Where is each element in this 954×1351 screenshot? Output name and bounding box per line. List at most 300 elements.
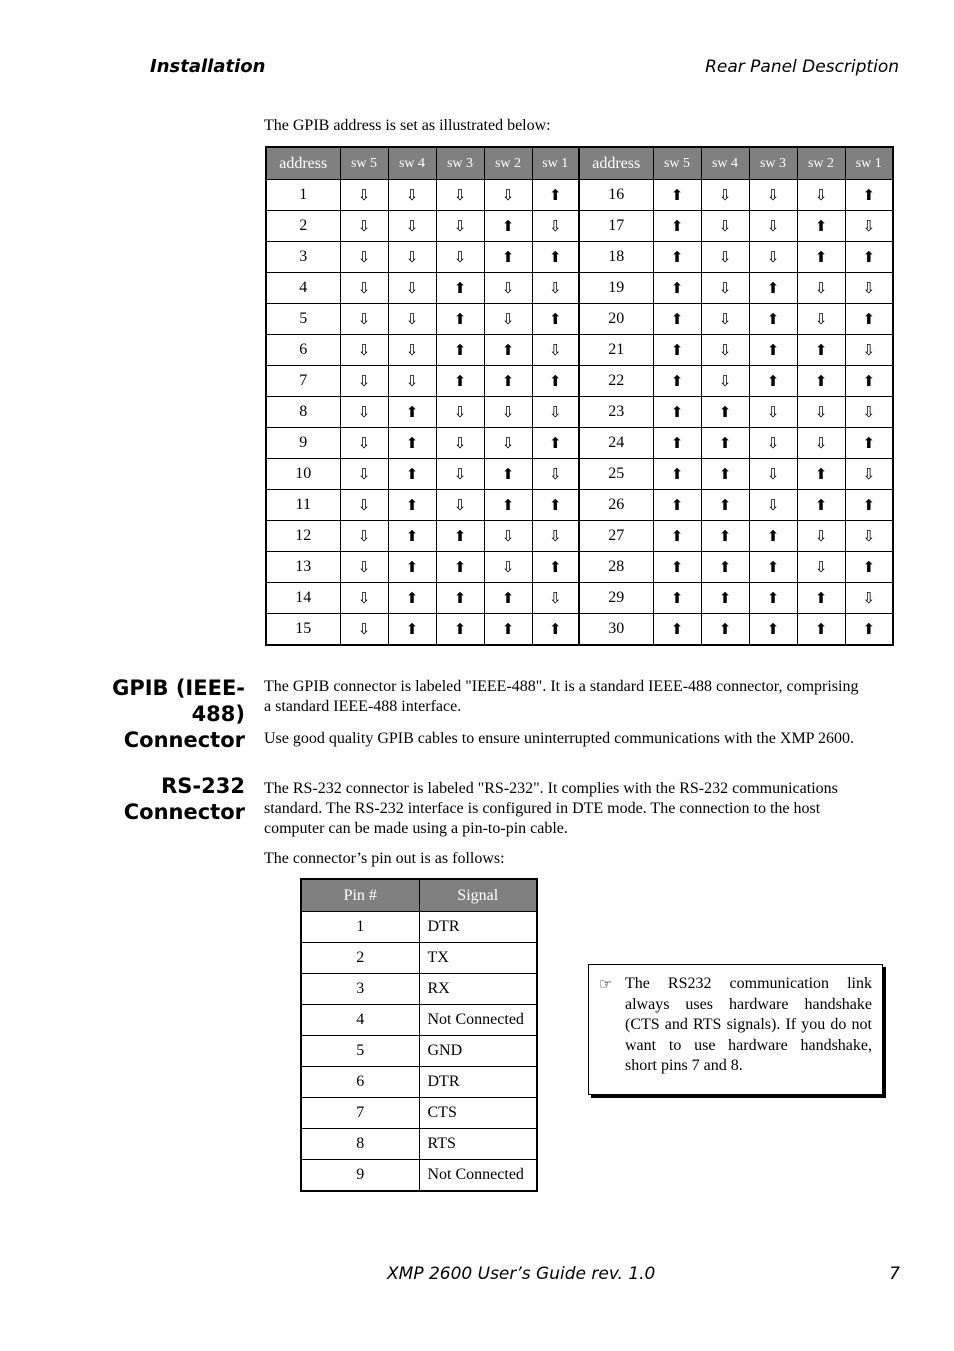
switch-up-arrow-icon <box>406 405 419 421</box>
switch-cell <box>653 552 701 583</box>
address-cell: 21 <box>579 335 653 366</box>
table-row <box>301 1160 537 1192</box>
switch-cell <box>653 490 701 521</box>
address-cell: 8 <box>266 397 340 428</box>
switch-cell <box>532 521 579 552</box>
handshake-note <box>588 964 883 1095</box>
switch-cell <box>845 583 893 614</box>
switch-cell <box>845 180 893 211</box>
switch-cell <box>845 366 893 397</box>
switch-up-arrow-icon <box>862 374 875 390</box>
switch-cell <box>388 552 436 583</box>
switch-cell <box>532 459 579 490</box>
footer-title <box>387 1264 655 1284</box>
switch-cell <box>845 304 893 335</box>
note-text: The RS232 communication link always uses hardware handshake (CTS and RTS signals). If you do not want to use hardware handshake, short pins 7 and 8. <box>625 975 872 1074</box>
switch-cell <box>653 211 701 242</box>
switch-cell <box>749 242 797 273</box>
switch-cell <box>653 428 701 459</box>
table-row <box>301 1036 537 1067</box>
switch-down-arrow-icon <box>406 188 419 204</box>
switch-down-arrow-icon <box>815 312 828 328</box>
switch-cell <box>532 490 579 521</box>
address-header: address <box>266 147 340 180</box>
gpib-paragraph-2: Use good quality GPIB cables to ensure uninterrupted communications with the XMP 2600. <box>264 730 854 747</box>
pin-number: 4 <box>301 1005 419 1036</box>
table-row <box>301 1005 537 1036</box>
switch-down-arrow-icon <box>815 188 828 204</box>
switch-up-arrow-icon <box>671 622 684 638</box>
switch-cell <box>749 614 797 646</box>
switch-cell <box>845 428 893 459</box>
switch-up-arrow-icon <box>671 560 684 576</box>
switch-up-arrow-icon <box>815 374 828 390</box>
switch-cell <box>388 614 436 646</box>
switch-cell <box>340 304 388 335</box>
table-row <box>266 335 893 366</box>
switch-cell <box>340 211 388 242</box>
header-topic: Rear Panel Description <box>705 57 899 77</box>
signal-name: DTR <box>419 912 537 943</box>
switch-cell <box>388 180 436 211</box>
switch-down-arrow-icon <box>358 560 371 576</box>
switch-cell <box>797 273 845 304</box>
switch-up-arrow-icon <box>454 281 467 297</box>
switch-down-arrow-icon <box>767 250 780 266</box>
switch-down-arrow-icon <box>767 498 780 514</box>
switch-down-arrow-icon <box>502 560 515 576</box>
switch-cell <box>701 397 749 428</box>
switch-cell <box>749 459 797 490</box>
switch-down-arrow-icon <box>358 374 371 390</box>
switch-up-arrow-icon <box>502 591 515 607</box>
switch-up-arrow-icon <box>815 250 828 266</box>
switch-up-arrow-icon <box>406 467 419 483</box>
switch-up-arrow-icon <box>406 498 419 514</box>
switch-down-arrow-icon <box>454 436 467 452</box>
switch-down-arrow-icon <box>549 281 562 297</box>
address-cell: 16 <box>579 180 653 211</box>
switch-down-arrow-icon <box>358 498 371 514</box>
switch-cell <box>701 273 749 304</box>
switch-cell <box>653 397 701 428</box>
address-cell: 24 <box>579 428 653 459</box>
switch-up-arrow-icon <box>502 250 515 266</box>
switch-up-arrow-icon <box>671 312 684 328</box>
switch-up-arrow-icon <box>719 405 732 421</box>
switch-header: sw 5 <box>653 147 701 180</box>
switch-down-arrow-icon <box>767 467 780 483</box>
header-section: Installation <box>150 56 266 77</box>
switch-cell <box>532 304 579 335</box>
switch-cell <box>388 211 436 242</box>
switch-cell <box>701 521 749 552</box>
switch-cell <box>797 211 845 242</box>
switch-up-arrow-icon <box>671 529 684 545</box>
switch-cell <box>653 521 701 552</box>
switch-down-arrow-icon <box>815 529 828 545</box>
switch-header: sw 2 <box>484 147 532 180</box>
switch-up-arrow-icon <box>549 374 562 390</box>
switch-cell <box>845 521 893 552</box>
switch-cell <box>532 397 579 428</box>
switch-cell <box>388 521 436 552</box>
page-number: 7 <box>889 1264 900 1284</box>
table-row <box>266 552 893 583</box>
switch-up-arrow-icon <box>767 529 780 545</box>
switch-cell <box>436 273 484 304</box>
table-row <box>266 397 893 428</box>
switch-down-arrow-icon <box>549 467 562 483</box>
switch-up-arrow-icon <box>671 436 684 452</box>
switch-up-arrow-icon <box>671 250 684 266</box>
switch-cell <box>797 335 845 366</box>
table-row <box>266 366 893 397</box>
switch-cell <box>797 583 845 614</box>
switch-cell <box>340 242 388 273</box>
signal-name: CTS <box>419 1098 537 1129</box>
switch-down-arrow-icon <box>502 436 515 452</box>
switch-down-arrow-icon <box>358 529 371 545</box>
switch-cell <box>701 211 749 242</box>
switch-cell <box>388 335 436 366</box>
switch-cell <box>701 180 749 211</box>
switch-down-arrow-icon <box>454 467 467 483</box>
address-cell: 14 <box>266 583 340 614</box>
address-cell: 3 <box>266 242 340 273</box>
address-cell: 23 <box>579 397 653 428</box>
signal-name: RTS <box>419 1129 537 1160</box>
pointing-hand-icon: ☞ <box>599 975 613 993</box>
switch-down-arrow-icon <box>406 312 419 328</box>
switch-cell <box>749 521 797 552</box>
switch-down-arrow-icon <box>502 312 515 328</box>
pin-number: 9 <box>301 1160 419 1192</box>
switch-down-arrow-icon <box>358 250 371 266</box>
table-row <box>266 242 893 273</box>
switch-cell <box>340 273 388 304</box>
switch-cell <box>340 583 388 614</box>
pin-number: 1 <box>301 912 419 943</box>
switch-down-arrow-icon <box>454 498 467 514</box>
switch-down-arrow-icon <box>815 560 828 576</box>
switch-up-arrow-icon <box>862 312 875 328</box>
address-cell: 27 <box>579 521 653 552</box>
switch-down-arrow-icon <box>862 343 875 359</box>
switch-cell <box>340 614 388 646</box>
signal-name: DTR <box>419 1067 537 1098</box>
switch-cell <box>845 211 893 242</box>
switch-cell <box>749 397 797 428</box>
switch-up-arrow-icon <box>815 343 828 359</box>
switch-up-arrow-icon <box>502 343 515 359</box>
switch-cell <box>436 552 484 583</box>
address-cell: 18 <box>579 242 653 273</box>
switch-cell <box>484 459 532 490</box>
switch-cell <box>845 490 893 521</box>
switch-up-arrow-icon <box>454 374 467 390</box>
switch-cell <box>484 397 532 428</box>
address-cell: 30 <box>579 614 653 646</box>
switch-cell <box>845 614 893 646</box>
address-cell: 5 <box>266 304 340 335</box>
switch-cell <box>484 614 532 646</box>
switch-up-arrow-icon <box>549 312 562 328</box>
switch-cell <box>388 304 436 335</box>
switch-cell <box>340 490 388 521</box>
switch-cell <box>484 273 532 304</box>
switch-up-arrow-icon <box>406 529 419 545</box>
switch-up-arrow-icon <box>454 591 467 607</box>
switch-down-arrow-icon <box>719 188 732 204</box>
switch-cell <box>797 397 845 428</box>
switch-up-arrow-icon <box>862 622 875 638</box>
switch-cell <box>436 211 484 242</box>
switch-up-arrow-icon <box>454 560 467 576</box>
switch-up-arrow-icon <box>671 405 684 421</box>
switch-cell <box>797 614 845 646</box>
switch-cell <box>388 366 436 397</box>
switch-down-arrow-icon <box>862 219 875 235</box>
switch-cell <box>845 242 893 273</box>
switch-up-arrow-icon <box>406 622 419 638</box>
switch-up-arrow-icon <box>719 529 732 545</box>
rs232-paragraph-2: The connector’s pin out is as follows: <box>264 850 505 867</box>
address-cell: 25 <box>579 459 653 490</box>
switch-down-arrow-icon <box>815 281 828 297</box>
switch-down-arrow-icon <box>358 281 371 297</box>
switch-header: sw 4 <box>701 147 749 180</box>
switch-up-arrow-icon <box>454 529 467 545</box>
switch-down-arrow-icon <box>719 219 732 235</box>
switch-cell <box>797 552 845 583</box>
switch-down-arrow-icon <box>719 281 732 297</box>
signal-name: TX <box>419 943 537 974</box>
switch-cell <box>340 397 388 428</box>
address-cell: 20 <box>579 304 653 335</box>
gpib-paragraph-1: The GPIB connector is labeled "IEEE-488". It is a standard IEEE-488 connector, comprising a standard IEEE-488 interface. <box>264 678 859 715</box>
switch-cell <box>436 366 484 397</box>
switch-cell <box>340 335 388 366</box>
gpib-intro: The GPIB address is set as illustrated below: <box>264 117 551 134</box>
switch-up-arrow-icon <box>502 374 515 390</box>
switch-down-arrow-icon <box>767 405 780 421</box>
footer-revision: rev. 1.0 <box>591 1264 656 1284</box>
switch-cell <box>484 335 532 366</box>
switch-cell <box>701 459 749 490</box>
switch-cell <box>845 273 893 304</box>
address-cell: 7 <box>266 366 340 397</box>
address-cell: 4 <box>266 273 340 304</box>
switch-cell <box>653 459 701 490</box>
switch-cell <box>653 335 701 366</box>
table-row <box>266 428 893 459</box>
switch-up-arrow-icon <box>815 591 828 607</box>
switch-cell <box>797 366 845 397</box>
switch-cell <box>484 490 532 521</box>
switch-down-arrow-icon <box>549 529 562 545</box>
pin-number: 5 <box>301 1036 419 1067</box>
gpib-heading: GPIB (IEEE-488) Connector <box>112 676 245 752</box>
switch-down-arrow-icon <box>358 436 371 452</box>
switch-down-arrow-icon <box>719 250 732 266</box>
switch-header: sw 2 <box>797 147 845 180</box>
switch-down-arrow-icon <box>549 591 562 607</box>
switch-down-arrow-icon <box>549 343 562 359</box>
table-row <box>266 490 893 521</box>
switch-down-arrow-icon <box>358 467 371 483</box>
address-cell: 29 <box>579 583 653 614</box>
address-cell: 12 <box>266 521 340 552</box>
switch-down-arrow-icon <box>406 219 419 235</box>
switch-cell <box>484 583 532 614</box>
switch-up-arrow-icon <box>406 560 419 576</box>
switch-cell <box>532 552 579 583</box>
switch-up-arrow-icon <box>671 467 684 483</box>
address-header: address <box>579 147 653 180</box>
switch-up-arrow-icon <box>767 281 780 297</box>
footer-guide-name: XMP 2600 User’s Guide <box>387 1264 586 1284</box>
switch-cell <box>701 490 749 521</box>
table-row <box>266 614 893 646</box>
switch-cell <box>749 273 797 304</box>
switch-cell <box>340 521 388 552</box>
switch-down-arrow-icon <box>767 219 780 235</box>
switch-down-arrow-icon <box>406 281 419 297</box>
switch-cell <box>532 614 579 646</box>
switch-down-arrow-icon <box>406 374 419 390</box>
switch-down-arrow-icon <box>358 188 371 204</box>
switch-cell <box>388 428 436 459</box>
switch-cell <box>701 304 749 335</box>
switch-down-arrow-icon <box>358 343 371 359</box>
switch-down-arrow-icon <box>862 591 875 607</box>
switch-cell <box>701 552 749 583</box>
switch-cell <box>797 490 845 521</box>
switch-cell <box>797 242 845 273</box>
switch-cell <box>749 583 797 614</box>
switch-cell <box>653 180 701 211</box>
gpib-address-table <box>265 146 894 646</box>
switch-cell <box>436 397 484 428</box>
switch-cell <box>532 273 579 304</box>
switch-cell <box>436 459 484 490</box>
switch-cell <box>532 211 579 242</box>
switch-down-arrow-icon <box>862 467 875 483</box>
switch-cell <box>749 366 797 397</box>
switch-cell <box>701 583 749 614</box>
pin-number: 8 <box>301 1129 419 1160</box>
switch-up-arrow-icon <box>767 374 780 390</box>
address-cell: 19 <box>579 273 653 304</box>
switch-up-arrow-icon <box>815 622 828 638</box>
switch-cell <box>532 583 579 614</box>
table-row <box>266 180 893 211</box>
address-cell: 15 <box>266 614 340 646</box>
switch-cell <box>845 459 893 490</box>
switch-cell <box>653 273 701 304</box>
switch-cell <box>749 180 797 211</box>
switch-cell <box>436 428 484 459</box>
switch-up-arrow-icon <box>549 560 562 576</box>
switch-cell <box>388 490 436 521</box>
pin-number: 2 <box>301 943 419 974</box>
switch-down-arrow-icon <box>454 188 467 204</box>
switch-up-arrow-icon <box>671 281 684 297</box>
switch-down-arrow-icon <box>502 529 515 545</box>
switch-cell <box>436 583 484 614</box>
switch-cell <box>701 335 749 366</box>
switch-up-arrow-icon <box>719 560 732 576</box>
address-cell: 22 <box>579 366 653 397</box>
switch-up-arrow-icon <box>862 436 875 452</box>
switch-cell <box>532 366 579 397</box>
switch-cell <box>749 490 797 521</box>
table-row <box>266 304 893 335</box>
switch-cell <box>436 521 484 552</box>
switch-cell <box>436 490 484 521</box>
switch-cell <box>845 397 893 428</box>
table-row <box>266 521 893 552</box>
switch-down-arrow-icon <box>862 529 875 545</box>
switch-cell <box>532 428 579 459</box>
switch-down-arrow-icon <box>406 250 419 266</box>
table-row <box>301 1067 537 1098</box>
switch-up-arrow-icon <box>549 188 562 204</box>
switch-down-arrow-icon <box>358 622 371 638</box>
switch-down-arrow-icon <box>719 312 732 328</box>
switch-header: sw 5 <box>340 147 388 180</box>
address-cell: 28 <box>579 552 653 583</box>
switch-up-arrow-icon <box>406 436 419 452</box>
switch-cell <box>388 397 436 428</box>
switch-cell <box>436 180 484 211</box>
switch-up-arrow-icon <box>671 374 684 390</box>
switch-down-arrow-icon <box>358 405 371 421</box>
switch-cell <box>653 304 701 335</box>
switch-cell <box>484 211 532 242</box>
switch-down-arrow-icon <box>454 250 467 266</box>
switch-up-arrow-icon <box>671 188 684 204</box>
switch-up-arrow-icon <box>719 622 732 638</box>
switch-down-arrow-icon <box>767 188 780 204</box>
switch-cell <box>484 428 532 459</box>
signal-name: Not Connected <box>419 1160 537 1192</box>
switch-up-arrow-icon <box>862 188 875 204</box>
rs232-paragraph-1: The RS-232 connector is labeled "RS-232". It complies with the RS-232 communications standard. The RS-232 interface is configured in DTE mode. The connection to the host computer can be made using a pin-to-pin cable. <box>264 780 838 837</box>
switch-down-arrow-icon <box>358 312 371 328</box>
switch-down-arrow-icon <box>815 436 828 452</box>
switch-down-arrow-icon <box>862 281 875 297</box>
switch-down-arrow-icon <box>502 405 515 421</box>
table-row <box>301 912 537 943</box>
switch-cell <box>653 242 701 273</box>
pin-number: 7 <box>301 1098 419 1129</box>
switch-up-arrow-icon <box>502 219 515 235</box>
switch-up-arrow-icon <box>671 498 684 514</box>
address-cell: 9 <box>266 428 340 459</box>
pin-number: 6 <box>301 1067 419 1098</box>
switch-header: sw 4 <box>388 147 436 180</box>
table-row <box>266 211 893 242</box>
pin-number: 3 <box>301 974 419 1005</box>
switch-up-arrow-icon <box>549 498 562 514</box>
switch-down-arrow-icon <box>549 405 562 421</box>
switch-cell <box>484 552 532 583</box>
switch-cell <box>340 366 388 397</box>
switch-cell <box>436 614 484 646</box>
table-row <box>266 459 893 490</box>
